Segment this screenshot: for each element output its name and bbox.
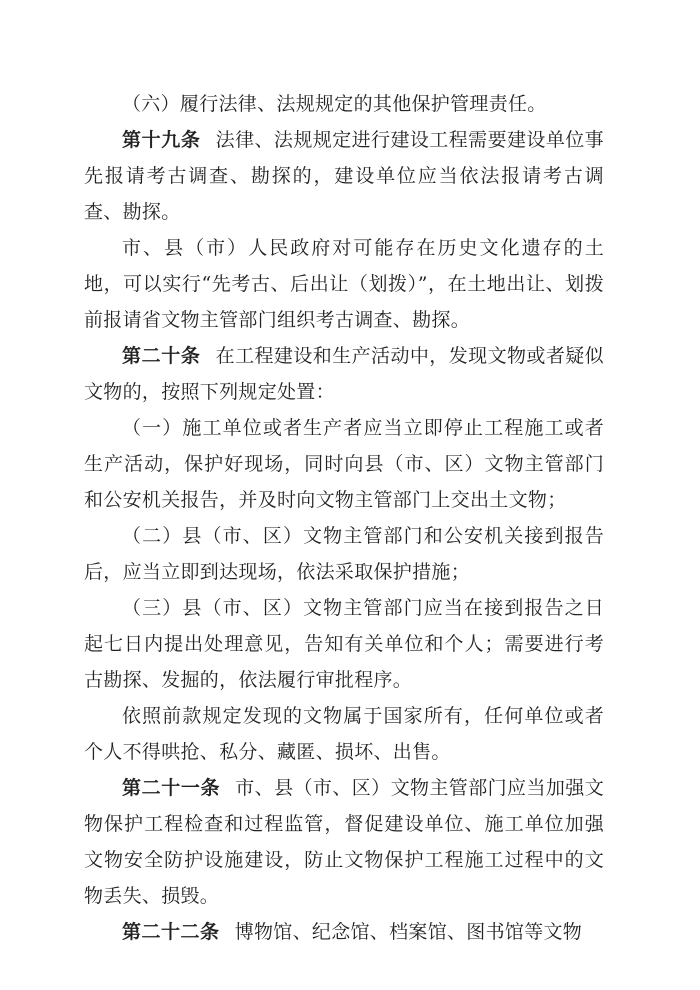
article-22 bbox=[84, 914, 604, 950]
document-body bbox=[84, 86, 604, 950]
article-20-item-2 bbox=[84, 518, 604, 590]
paragraph-item-6 bbox=[84, 86, 604, 122]
article-20-item-3 bbox=[84, 590, 604, 698]
article-19-paragraph-2 bbox=[84, 230, 604, 338]
article-20-paragraph-2 bbox=[84, 698, 604, 770]
paragraph-text: （一）施工单位或者生产者应当立即停止工程施工或者生产活动，保护好现场，同时向县（市、区）文物主管部门和公安机关报告，并及时向文物主管部门上交出土文物； bbox=[84, 417, 604, 511]
article-title: 第十九条 bbox=[122, 129, 201, 151]
paragraph-text: 博物馆、纪念馆、档案馆、图书馆等文物 bbox=[234, 921, 583, 943]
paragraph-text: 市、县（市）人民政府对可能存在历史文化遗存的土地，可以实行“先考古、后出让（划拨）”，在土地出让、划拨前报请省文物主管部门组织考古调查、勘探。 bbox=[84, 237, 604, 331]
article-21 bbox=[84, 770, 604, 914]
article-title: 第二十条 bbox=[122, 345, 201, 367]
article-20-item-1 bbox=[84, 410, 604, 518]
paragraph-text: （二）县（市、区）文物主管部门和公安机关接到报告后，应当立即到达现场，依法采取保护措施； bbox=[84, 525, 604, 583]
paragraph-text: （三）县（市、区）文物主管部门应当在接到报告之日起七日内提出处理意见，告知有关单位和个人；需要进行考古勘探、发掘的，依法履行审批程序。 bbox=[84, 597, 604, 691]
article-title: 第二十一条 bbox=[122, 777, 221, 799]
paragraph-text: 法律、法规规定进行建设工程需要建设单位事先报请考古调查、勘探的，建设单位应当依法报请考古调查、勘探。 bbox=[84, 129, 604, 223]
article-20 bbox=[84, 338, 604, 410]
paragraph-text: 依照前款规定发现的文物属于国家所有，任何单位或者个人不得哄抢、私分、藏匿、损坏、出售。 bbox=[84, 705, 604, 763]
paragraph-text: 市、县（市、区）文物主管部门应当加强文物保护工程检查和过程监管，督促建设单位、施工单位加强文物安全防护设施建设，防止文物保护工程施工过程中的文物丢失、损毁。 bbox=[84, 777, 604, 907]
article-title: 第二十二条 bbox=[122, 921, 220, 943]
article-19 bbox=[84, 122, 604, 230]
paragraph-text: （六）履行法律、法规规定的其他保护管理责任。 bbox=[122, 93, 547, 115]
paragraph-text: 在工程建设和生产活动中，发现文物或者疑似文物的，按照下列规定处置： bbox=[84, 345, 604, 403]
